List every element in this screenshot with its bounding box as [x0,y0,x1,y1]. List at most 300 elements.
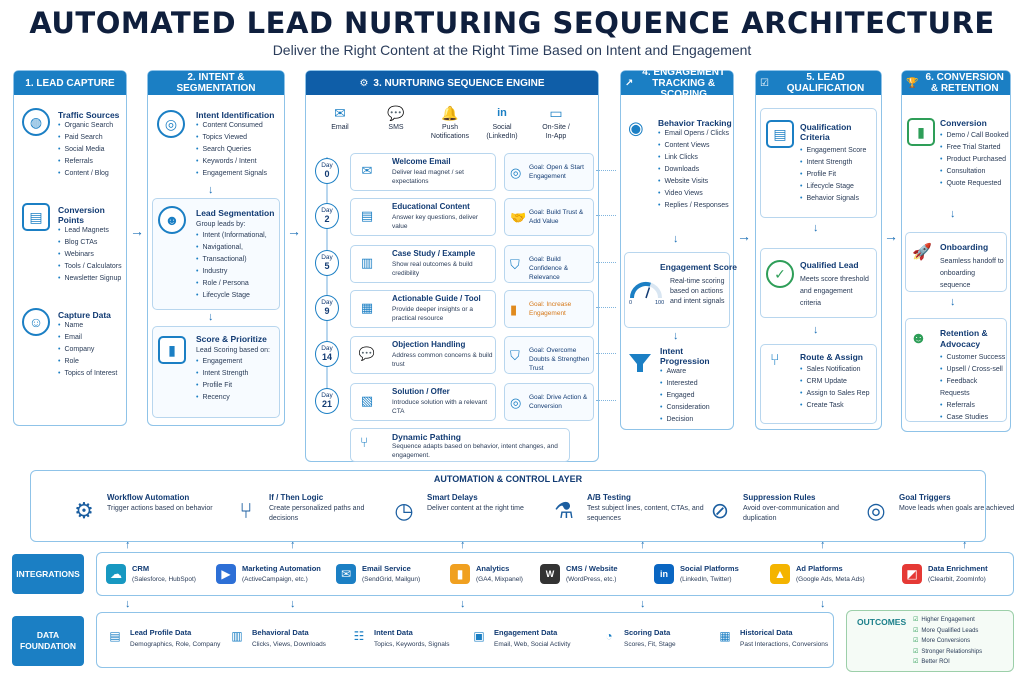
automation-desc: Move leads when goals are achieved [899,505,1015,512]
conversion-points-list [58,225,126,285]
behavior-tracking-block [658,118,732,212]
bar-chart-icon: ▮ [158,336,186,364]
day-label: Day [321,207,333,214]
day-number: 2 [324,214,330,224]
dynamic-pathing-desc: Sequence adapts based on behavior, intent changes, and engagement. [392,443,558,459]
outcomes-header: OUTCOMES [857,617,907,627]
list-item: • Search Queries [196,144,282,156]
step-desc: Answer key questions, deliver value [392,214,478,230]
automation-layer [30,470,1015,542]
day-number: 14 [321,352,332,362]
data-desc: Topics, Keywords, Signals [374,641,450,648]
list-item: • Role [58,356,126,368]
automation-desc: Avoid over-communication and duplication [743,505,839,522]
integration-icon: ☁ [106,564,126,584]
page-title: AUTOMATED LEAD NURTURING SEQUENCE ARCHITECTURE [29,6,995,40]
integration-desc: (ActiveCampaign, etc.) [242,576,308,583]
step-icon: ▤ [360,208,374,223]
lead-qualification-header [756,71,881,95]
automation-desc: Create personalized paths and decisions [269,505,365,522]
intent-progression-list [660,366,732,426]
data-title: Intent Data [374,628,413,637]
goal-text: Goal: Build Confidence & Relevance [529,256,569,281]
integration-title: CMS / Website [566,564,618,573]
day-marker [315,158,339,184]
gauge-max: 100 [655,300,665,306]
channel-3 [474,103,530,141]
list-item: • Profile Fit [800,169,876,181]
list-item: • Content / Blog [58,168,126,180]
conversion-title: Conversion [940,118,987,128]
automation-header: AUTOMATION & CONTROL LAYER [433,474,583,484]
day-number: 5 [324,261,330,271]
data-desc: Clicks, Views, Downloads [252,641,326,648]
integration-icon: ✉ [336,564,356,584]
day-label: Day [321,254,333,261]
automation-title: Smart Delays [427,493,478,502]
list-item: • Organic Search [58,120,126,132]
goal-text: Goal: Open & Start Engagement [529,164,584,180]
step-icon: ▧ [360,393,374,408]
list-item: • Referrals [940,400,1008,412]
data-desc: Email, Web, Social Activity [494,641,571,648]
automation-title: Goal Triggers [899,493,951,502]
list-item: • Tools / Calculators [58,261,126,273]
route-assign-list [800,364,876,412]
channel-label: Email [331,124,349,131]
channel-icon: ▭ [549,105,563,121]
day-number: 9 [324,306,330,316]
day-number: 21 [321,399,332,409]
conversion-retention-header [902,71,1010,95]
list-item: ☑ Higher Engagement [913,615,982,626]
list-item: • Newsletter Signup [58,273,126,285]
list-item: • Lifecycle Stage [196,290,278,302]
arrow-up-icon: ↑ [820,539,826,551]
list-item: • Aware [660,366,732,378]
conversion-points-title: Conversion Points [58,205,105,225]
goal-icon: ◎ [510,395,522,410]
goal-box [504,153,594,191]
chart-line-icon: ↗ [625,77,634,89]
integration-desc: (WordPress, etc.) [566,576,617,583]
day-marker [315,341,339,367]
list-item: • Replies / Responses [658,200,732,212]
checklist-icon: ☑ [760,77,769,89]
dynamic-pathing-title: Dynamic Pathing [392,432,461,442]
list-item: • Webinars [58,249,126,261]
list-item: • Customer Success [940,352,1008,364]
list-item: • Recency [196,392,278,404]
automation-item [547,491,707,537]
list-item: • Consultation [940,166,1010,178]
automation-icon: ⊘ [710,498,730,523]
data-icon: ◔ [605,629,613,643]
intent-progression-title: Intent Progression [660,346,710,366]
score-prioritize-block [196,334,278,404]
arrow-down-icon: ↓ [208,311,214,323]
arrow-up-icon: ↑ [460,539,466,551]
day-marker [315,250,339,276]
gauge-icon [628,276,664,302]
connector [596,170,616,171]
integration-desc: (SendGrid, Mailgun) [362,576,421,583]
arrow-down-icon: ↓ [820,598,826,610]
integration-icon: ◩ [902,564,922,584]
trophy-icon: 🏆 [906,77,919,89]
sequence-step [350,290,496,328]
step-desc: Address common concerns & build trust [392,352,493,368]
score-prioritize-title: Score & Prioritize [196,334,267,344]
list-item: • Engaged [660,390,732,402]
data-title: Scoring Data [624,628,671,637]
integration-desc: (LinkedIn, Twitter) [680,576,732,583]
qualification-criteria-list [800,145,876,205]
list-item: • Intent Strength [196,368,278,380]
goal-icon: ⛉ [510,348,520,363]
list-item: • Create Task [800,400,876,412]
automation-icon: ⚗ [554,498,574,523]
integration-title: Email Service [362,564,411,573]
data-title: Behavioral Data [252,628,309,637]
arrow-down-icon: ↓ [813,324,819,336]
intent-progression-block [660,346,732,426]
list-item: • Case Studies [940,412,1008,424]
list-item: ☑ Stronger Relationships [913,647,982,658]
route-icon: ⑂ [770,352,780,369]
data-icon: ▣ [473,629,485,643]
list-item: ☑ More Qualified Leads [913,626,982,637]
engagement-score-desc: Real-time scoring based on actions and intent signals [670,278,725,305]
integration-desc: (Salesforce, HubSpot) [132,576,196,583]
channel-label: SMS [388,124,404,131]
list-item: • Engagement [196,356,278,368]
automation-item [387,491,547,537]
form-icon: ▤ [22,203,50,231]
outcomes-box [846,610,1014,672]
automation-title: Suppression Rules [743,493,816,502]
integration-icon: W [540,564,560,584]
route-assign-block [800,352,876,412]
eye-icon: ◉ [628,118,644,138]
automation-title: If / Then Logic [269,493,324,502]
day-label: Day [321,345,333,352]
traffic-sources-title: Traffic Sources [58,110,120,120]
step-title: Case Study / Example [392,249,476,258]
route-assign-title: Route & Assign [800,352,863,362]
data-title: Historical Data [740,628,793,637]
day-number: 0 [324,169,330,179]
arrow-down-icon: ↓ [950,208,956,220]
goal-box [504,290,594,328]
list-item: • Upsell / Cross-sell [940,364,1008,376]
list-item: • Navigational, [196,242,278,254]
traffic-sources-list [58,120,126,180]
score-prioritize-list [196,356,278,404]
route-icon: ⑂ [360,434,369,450]
day-marker [315,388,339,414]
integration-icon: ▲ [770,564,790,584]
list-item: • Lead Magnets [58,225,126,237]
goal-box [504,198,594,236]
page-subtitle: Deliver the Right Content at the Right Time Based on Intent and Engagement [272,42,752,58]
conversion-points-block [58,205,126,285]
lead-segmentation-list [196,230,278,302]
sequence-step [350,198,496,236]
list-item: • Email Opens / Clicks [658,128,732,140]
sequence-step [350,383,496,421]
behavior-tracking-list [658,128,732,212]
step-title: Educational Content [392,202,470,211]
arrow-right-icon: → [737,228,751,244]
community-icon: ☻ [910,330,927,347]
lead-capture-header: 1. LEAD CAPTURE [14,71,126,95]
arrow-up-icon: ↑ [290,539,296,551]
data-title: Lead Profile Data [130,628,192,637]
list-item: • Content Consumed [196,120,282,132]
day-label: Day [321,392,333,399]
arrow-down-icon: ↓ [125,598,131,610]
list-item: • Email [58,332,126,344]
capture-data-title: Capture Data [58,310,111,320]
list-item: • Intent (Informational, [196,230,278,242]
integration-desc: (Clearbit, ZoomInfo) [928,576,986,583]
list-item: • Downloads [658,164,732,176]
data-icon: ☷ [353,629,365,643]
list-item: • Name [58,320,126,332]
step-title: Objection Handling [392,340,466,349]
retention-title: Retention & Advocacy [940,328,988,349]
qualified-user-icon: ✓ [766,260,794,288]
qualified-lead-title: Qualified Lead [800,260,859,270]
arrow-up-icon: ↑ [640,539,646,551]
arrow-up-icon: ↑ [962,539,968,551]
connector [596,353,616,354]
list-item: • Profile Fit [196,380,278,392]
automation-desc: Test subject lines, content, CTAs, and sequences [587,505,704,522]
channel-4 [528,103,584,141]
channel-2 [422,103,478,141]
automation-title: Workflow Automation [107,493,190,502]
data-desc: Past Interactions, Conversions [740,641,829,648]
channel-1 [368,103,424,132]
arrow-down-icon: ↓ [208,184,214,196]
growth-chart-icon: ▮ [907,118,935,146]
list-item: • Role / Persona [196,278,278,290]
qualified-lead-desc: Meets score threshold and engagement criteria [800,276,869,307]
arrow-right-icon: → [884,228,898,244]
lead-qualification-title: 5. LEAD QUALIFICATION [786,72,865,94]
engagement-header [621,66,733,100]
channel-icon: 🔔 [441,105,459,121]
day-label: Day [321,299,333,306]
gear-icon: ⚙ [359,77,369,89]
step-icon: 💬 [358,346,376,361]
intent-identification-title: Intent Identification [196,110,275,120]
goal-icon: ⛉ [510,257,520,272]
step-desc: Introduce solution with a relevant CTA [392,399,488,415]
arrow-up-icon: ↑ [125,539,131,551]
list-item: • CRM Update [800,376,876,388]
step-title: Welcome Email [392,157,451,166]
list-item: • Topics of Interest [58,368,126,380]
channel-label: On-Site / In-App [542,124,570,140]
globe-icon: ◍ [22,108,50,136]
day-marker [315,295,339,321]
automation-item [67,491,227,537]
channel-label: Push Notifications [430,124,470,140]
list-item: • Assign to Sales Rep [800,388,876,400]
rocket-icon: 🚀 [912,244,932,261]
arrow-right-icon: → [130,223,144,239]
data-foundation-label: DATA FOUNDATION [12,616,84,666]
list-item: ☑ Better ROI [913,657,982,668]
gauge-min: 0 [629,300,633,306]
capture-data-block [58,310,126,380]
list-item: • Industry [196,266,278,278]
nurturing-engine-title: 3. NURTURING SEQUENCE ENGINE [373,77,545,89]
step-title: Actionable Guide / Tool [392,294,481,303]
list-item: ☑ More Conversions [913,636,982,647]
funnel-icon [628,352,652,374]
sequence-step [350,336,496,374]
step-desc: Provide deeper insights or a practical resource [392,306,473,322]
intent-identification-list [196,120,282,180]
list-item: • Paid Search [58,132,126,144]
list-item: • Free Trial Started [940,142,1010,154]
goal-icon: ◎ [510,165,522,180]
integration-title: Analytics [476,564,510,573]
list-item: • Engagement Score [800,145,876,157]
goal-text: Goal: Overcome Doubts & Strengthen Trust [529,347,590,372]
list-item: • Social Media [58,144,126,156]
automation-desc: Trigger actions based on behavior [107,505,213,512]
list-item: • Blog CTAs [58,237,126,249]
user-icon: ☺ [22,308,50,336]
qualification-criteria-title: Qualification Criteria [800,122,852,142]
automation-icon: ◷ [394,498,414,523]
automation-desc: Deliver content at the right time [427,505,524,512]
list-item: • Feedback Requests [940,376,1008,400]
goal-text: Goal: Build Trust & Add Value [529,209,584,225]
list-item: • Link Clicks [658,152,732,164]
retention-list [940,352,1008,424]
automation-item [229,491,389,537]
arrow-down-icon: ↓ [460,598,466,610]
list-item: • Keywords / Intent [196,156,282,168]
retention-block [940,328,1008,424]
channel-icon: ✉ [334,105,346,121]
channel-icon: in [497,107,507,119]
data-desc: Scores, Fit, Stage [624,641,676,648]
arrow-down-icon: ↓ [673,330,679,342]
connector [596,307,616,308]
integrations-label: INTEGRATIONS [12,554,84,594]
list-item: • Lifecycle Stage [800,181,876,193]
sequence-step [350,153,496,191]
channel-0 [312,103,368,132]
data-icon: ▥ [231,629,243,643]
clipboard-icon: ▤ [766,120,794,148]
automation-item [703,491,863,537]
integration-icon: ▶ [216,564,236,584]
automation-icon: ⑂ [239,498,253,523]
integration-title: Social Platforms [680,564,739,573]
integration-desc: (Google Ads, Meta Ads) [796,576,865,583]
list-item: • Consideration [660,402,732,414]
lead-segmentation-lead: Group leads by: [196,221,246,228]
sequence-step [350,245,496,283]
target-icon: ◎ [157,110,185,138]
integration-title: CRM [132,564,150,573]
engagement-score-title: Engagement Score [660,262,737,272]
conversion-block [940,118,1010,190]
lead-segmentation-title: Lead Segmentation [196,208,275,218]
step-desc: Show real outcomes & build credibility [392,261,473,277]
integration-title: Ad Platforms [796,564,843,573]
onboarding-desc: Seamless handoff to onboarding sequence [940,258,1004,289]
list-item: • Behavior Signals [800,193,876,205]
intent-identification-block [196,110,282,180]
goal-text: Goal: Increase Engagement [529,301,572,317]
list-item: • Quote Requested [940,178,1010,190]
integration-icon: ▮ [450,564,470,584]
integration-icon: in [654,564,674,584]
arrow-down-icon: ↓ [673,233,679,245]
list-item: • Engagement Signals [196,168,282,180]
list-item: • Intent Strength [800,157,876,169]
list-item: • Demo / Call Booked [940,130,1010,142]
step-icon: ✉ [361,163,373,178]
list-item: • Interested [660,378,732,390]
users-icon: ☻ [158,206,186,234]
lead-segmentation-block [196,208,278,302]
connector [596,215,616,216]
traffic-sources-block [58,110,126,180]
goal-box [504,245,594,283]
arrow-down-icon: ↓ [640,598,646,610]
list-item: • Product Purchased [940,154,1010,166]
onboarding-title: Onboarding [940,242,989,252]
goal-icon: ▮ [510,302,518,317]
list-item: • Website Visits [658,176,732,188]
automation-icon: ◎ [866,498,886,523]
step-icon: ▥ [360,255,374,270]
goal-icon: 🤝 [510,210,527,225]
timeline-line [326,157,328,407]
data-icon: ▦ [719,629,731,643]
channel-label: Social (LinkedIn) [486,124,518,140]
score-prioritize-lead: Lead Scoring based on: [196,347,270,354]
automation-title: A/B Testing [587,493,631,502]
automation-icon: ⚙ [74,498,94,523]
automation-item [859,491,1019,537]
connector [596,400,616,401]
arrow-down-icon: ↓ [813,222,819,234]
arrow-down-icon: ↓ [290,598,296,610]
capture-data-list [58,320,126,380]
arrow-right-icon: → [287,223,301,239]
data-desc: Demographics, Role, Company [130,641,221,648]
step-title: Solution / Offer [392,387,450,396]
list-item: • Sales Notification [800,364,876,376]
nurturing-engine-header [306,71,598,95]
behavior-tracking-title: Behavior Tracking [658,118,732,128]
day-label: Day [321,162,333,169]
list-item: • Referrals [58,156,126,168]
integration-title: Data Enrichment [928,564,988,573]
goal-box [504,383,594,421]
